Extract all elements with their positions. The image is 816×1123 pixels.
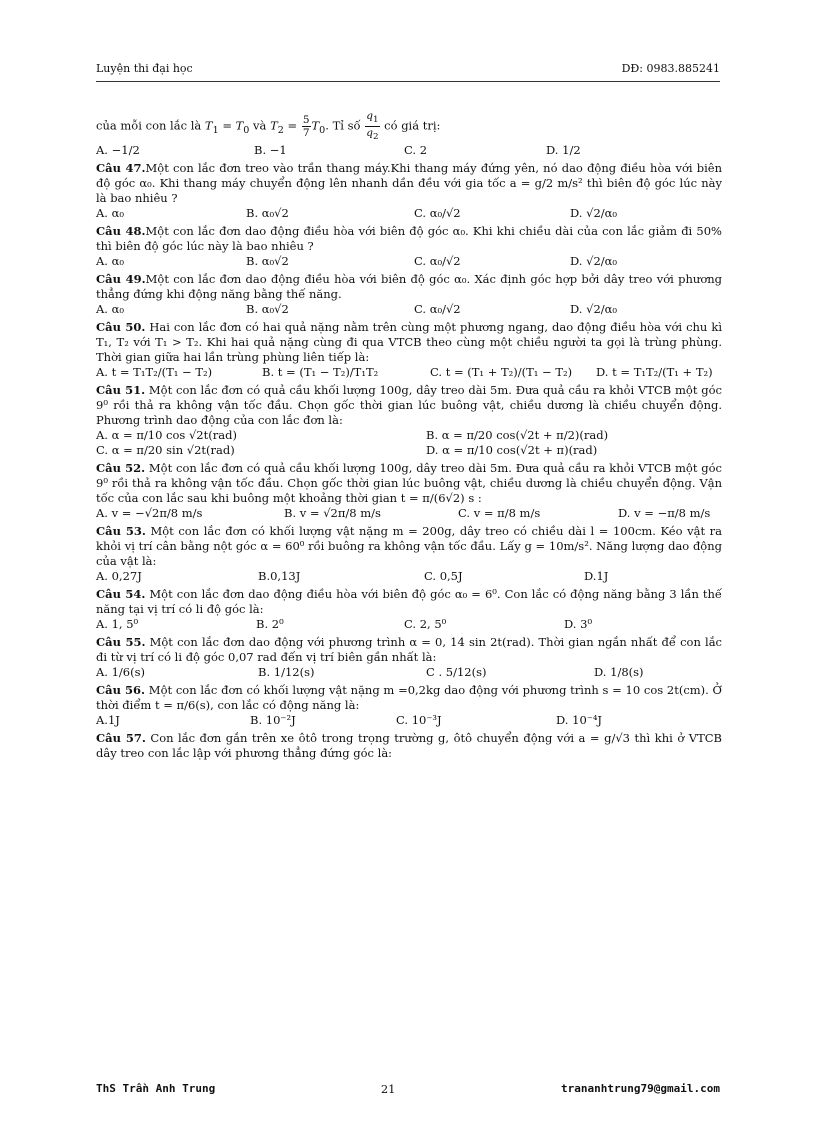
option-b: B. −1 <box>254 143 287 158</box>
question-options <box>96 665 722 680</box>
option-a: A. α₀ <box>96 206 124 221</box>
question-54 <box>96 587 722 632</box>
question-label: Câu 54. <box>96 587 146 602</box>
page-content <box>96 110 722 761</box>
question-options <box>96 206 722 221</box>
question-56 <box>96 683 722 728</box>
option-d: D.1J <box>584 569 609 584</box>
option-a: A. α = π/10 cos √2t(rad) <box>96 428 237 443</box>
question-48 <box>96 224 722 269</box>
page-footer <box>96 1082 720 1096</box>
question-47 <box>96 161 722 221</box>
page-header <box>96 62 720 82</box>
option-d: D. v = −π/8 m/s <box>618 506 711 521</box>
question-label: Câu 49. <box>96 272 146 287</box>
question-52 <box>96 461 722 521</box>
option-b: B. 10⁻²J <box>250 713 296 728</box>
option-b: B. α₀√2 <box>246 254 289 269</box>
option-d: D. √2/α₀ <box>570 206 618 221</box>
question-text: Một con lắc đơn có quả cầu khối lượng 100g, dây treo dài 5m. Đưa quả cầu ra khỏi VTCB một góc 9⁰ rồi thả ra không vận tốc đầu. Chọn gốc thời gian lúc buông vật, chiều dương là chiều chuyển động. Phương trình dao động của con lắc đơn là: <box>96 383 722 428</box>
question-text: Hai con lắc đơn có hai quả nặng nằm trên cùng một phương ngang, dao động điều hòa với chu kì T₁, T₂ với T₁ > T₂. Khi hai quả nặng cùng đi qua VTCB theo cùng một chiều người ta gọi là trùng phùng. Thời gian giữa hai lần trùng phùng liên tiếp là: <box>96 320 722 365</box>
question-57 <box>96 731 722 761</box>
question-options <box>96 569 722 584</box>
question-options <box>96 302 722 317</box>
option-d: D. 3⁰ <box>564 617 593 632</box>
option-a: A. α₀ <box>96 254 124 269</box>
footer-author: ThS Trần Anh Trung <box>96 1082 216 1095</box>
option-d: D. α = π/10 cos(√2t + π)(rad) <box>426 443 598 458</box>
option-a: A. 1/6(s) <box>96 665 145 680</box>
option-b: B. 2⁰ <box>256 617 284 632</box>
question-options <box>96 365 722 380</box>
intro-text: của mỗi con lắc là $T_1 = T_0$ và $T_2$ = $\frac{5}{7}$ $T_0$. Tỉ số $\frac{q_1}{q_2}$ có giá trị: <box>96 110 441 143</box>
option-b: B.0,13J <box>258 569 301 584</box>
option-b: B. α = π/20 cos(√2t + π/2)(rad) <box>426 428 609 443</box>
question-label: Câu 55. <box>96 635 146 650</box>
option-c: C. α = π/20 sin √2t(rad) <box>96 443 235 458</box>
question-text: Con lắc đơn gắn trên xe ôtô trong trọng trường g, ôtô chuyển động với a = g/√3 thì khi ở VTCB dây treo con lắc lập với phương thẳng đứng góc là: <box>96 731 722 761</box>
question-text: Một con lắc đơn treo vào trần thang máy.Khi thang máy đứng yên, nó dao động điều hòa với biên độ góc α₀. Khi thang máy chuyển động lên nhanh dần đều với gia tốc a = g/2 m/s² thì biên độ góc lúc này là bao nhiêu ? <box>96 161 722 206</box>
question-55 <box>96 635 722 680</box>
page-number: 21 <box>380 1082 396 1096</box>
option-c: C. 10⁻³J <box>396 713 442 728</box>
option-a: A.1J <box>96 713 120 728</box>
option-d: D. 1/2 <box>546 143 581 158</box>
option-b: B. t = (T₁ − T₂)/T₁T₂ <box>262 365 379 380</box>
option-c: C . 5/12(s) <box>426 665 487 680</box>
question-label: Câu 48. <box>96 224 146 239</box>
option-c: C. 0,5J <box>424 569 463 584</box>
option-c: C. α₀/√2 <box>414 254 461 269</box>
option-c: C. α₀/√2 <box>414 206 461 221</box>
question-label: Câu 50. <box>96 320 146 335</box>
intro-options <box>96 143 722 158</box>
question-label: Câu 51. <box>96 383 146 398</box>
option-a: A. −1/2 <box>96 143 140 158</box>
option-a: A. α₀ <box>96 302 124 317</box>
header-left: Luyện thi đại học <box>96 62 193 75</box>
question-text: Một con lắc đơn có khối lượng vật nặng m =0,2kg dao động với phương trình s = 10 cos 2t(cm). Ở thời điểm t = π/6(s), con lắc có động năng là: <box>96 683 722 713</box>
question-options-row2 <box>96 443 722 458</box>
option-b: B. α₀√2 <box>246 206 289 221</box>
option-b: B. v = √2π/8 m/s <box>284 506 381 521</box>
question-text: Một con lắc đơn dao động điều hòa với biên độ góc α₀ = 6⁰. Con lắc có động năng bằng 3 lần thế năng tại vị trí có li độ góc là: <box>96 587 722 617</box>
header-right: DĐ: 0983.885241 <box>621 62 720 75</box>
option-a: A. 0,27J <box>96 569 142 584</box>
option-b: B. 1/12(s) <box>258 665 315 680</box>
question-51 <box>96 383 722 458</box>
question-label: Câu 57. <box>96 731 146 746</box>
question-text: Một con lắc đơn dao động với phương trình α = 0, 14 sin 2t(rad). Thời gian ngắn nhất để con lắc đi từ vị trí có li độ góc 0,07 rad đến vị trí biên gần nhất là: <box>96 635 722 665</box>
footer-email: trananhtrung79@gmail.com <box>561 1082 720 1095</box>
question-text: Một con lắc đơn dao động điều hòa với biên độ góc α₀. Xác định góc hợp bởi dây treo với phương thẳng đứng khi động năng bằng thế năng. <box>96 272 723 302</box>
option-c: C. v = π/8 m/s <box>458 506 541 521</box>
question-50 <box>96 320 722 380</box>
question-label: Câu 52. <box>96 461 146 476</box>
question-options <box>96 713 722 728</box>
option-a: A. t = T₁T₂/(T₁ − T₂) <box>96 365 213 380</box>
question-options <box>96 506 722 521</box>
question-label: Câu 47. <box>96 161 146 176</box>
option-d: D. 10⁻⁴J <box>556 713 603 728</box>
question-options <box>96 617 722 632</box>
option-a: A. 1, 5⁰ <box>96 617 139 632</box>
question-53 <box>96 524 722 584</box>
option-a: A. v = −√2π/8 m/s <box>96 506 203 521</box>
question-options <box>96 254 722 269</box>
option-c: C. t = (T₁ + T₂)/(T₁ − T₂) <box>430 365 573 380</box>
question-options-row1 <box>96 428 722 443</box>
option-d: D. 1/8(s) <box>594 665 644 680</box>
option-c: C. 2 <box>404 143 428 158</box>
option-d: D. √2/α₀ <box>570 302 618 317</box>
question-text: Một con lắc đơn có khối lượng vật nặng m = 200g, dây treo có chiều dài l = 100cm. Kéo vật ra khỏi vị trí cân bằng nột góc α = 60⁰ rồi buông ra không vận tốc đầu. Lấy g = 10m/s². Năng lượng dao động của vật là: <box>96 524 722 569</box>
option-c: C. α₀/√2 <box>414 302 461 317</box>
question-text: Một con lắc đơn dao động điều hòa với biên độ góc α₀. Khi khi chiều dài của con lắc giảm đi 50% thì biên độ góc lúc này là bao nhiêu ? <box>96 224 722 254</box>
option-d: D. √2/α₀ <box>570 254 618 269</box>
question-label: Câu 56. <box>96 683 146 698</box>
question-49 <box>96 272 722 317</box>
question-text: Một con lắc đơn có quả cầu khối lượng 100g, dây treo dài 5m. Đưa quả cầu ra khỏi VTCB một góc 9⁰ rồi thả ra không vận tốc đầu. Chọn gốc thời gian lúc buông vật, chiều dương là chiều chuyển động. Vận tốc của con lắc sau khi buông một khoảng thời gian t = π/(6√2) s : <box>96 461 722 506</box>
option-c: C. 2, 5⁰ <box>404 617 447 632</box>
question-label: Câu 53. <box>96 524 146 539</box>
option-b: B. α₀√2 <box>246 302 289 317</box>
option-d: D. t = T₁T₂/(T₁ + T₂) <box>596 365 713 380</box>
